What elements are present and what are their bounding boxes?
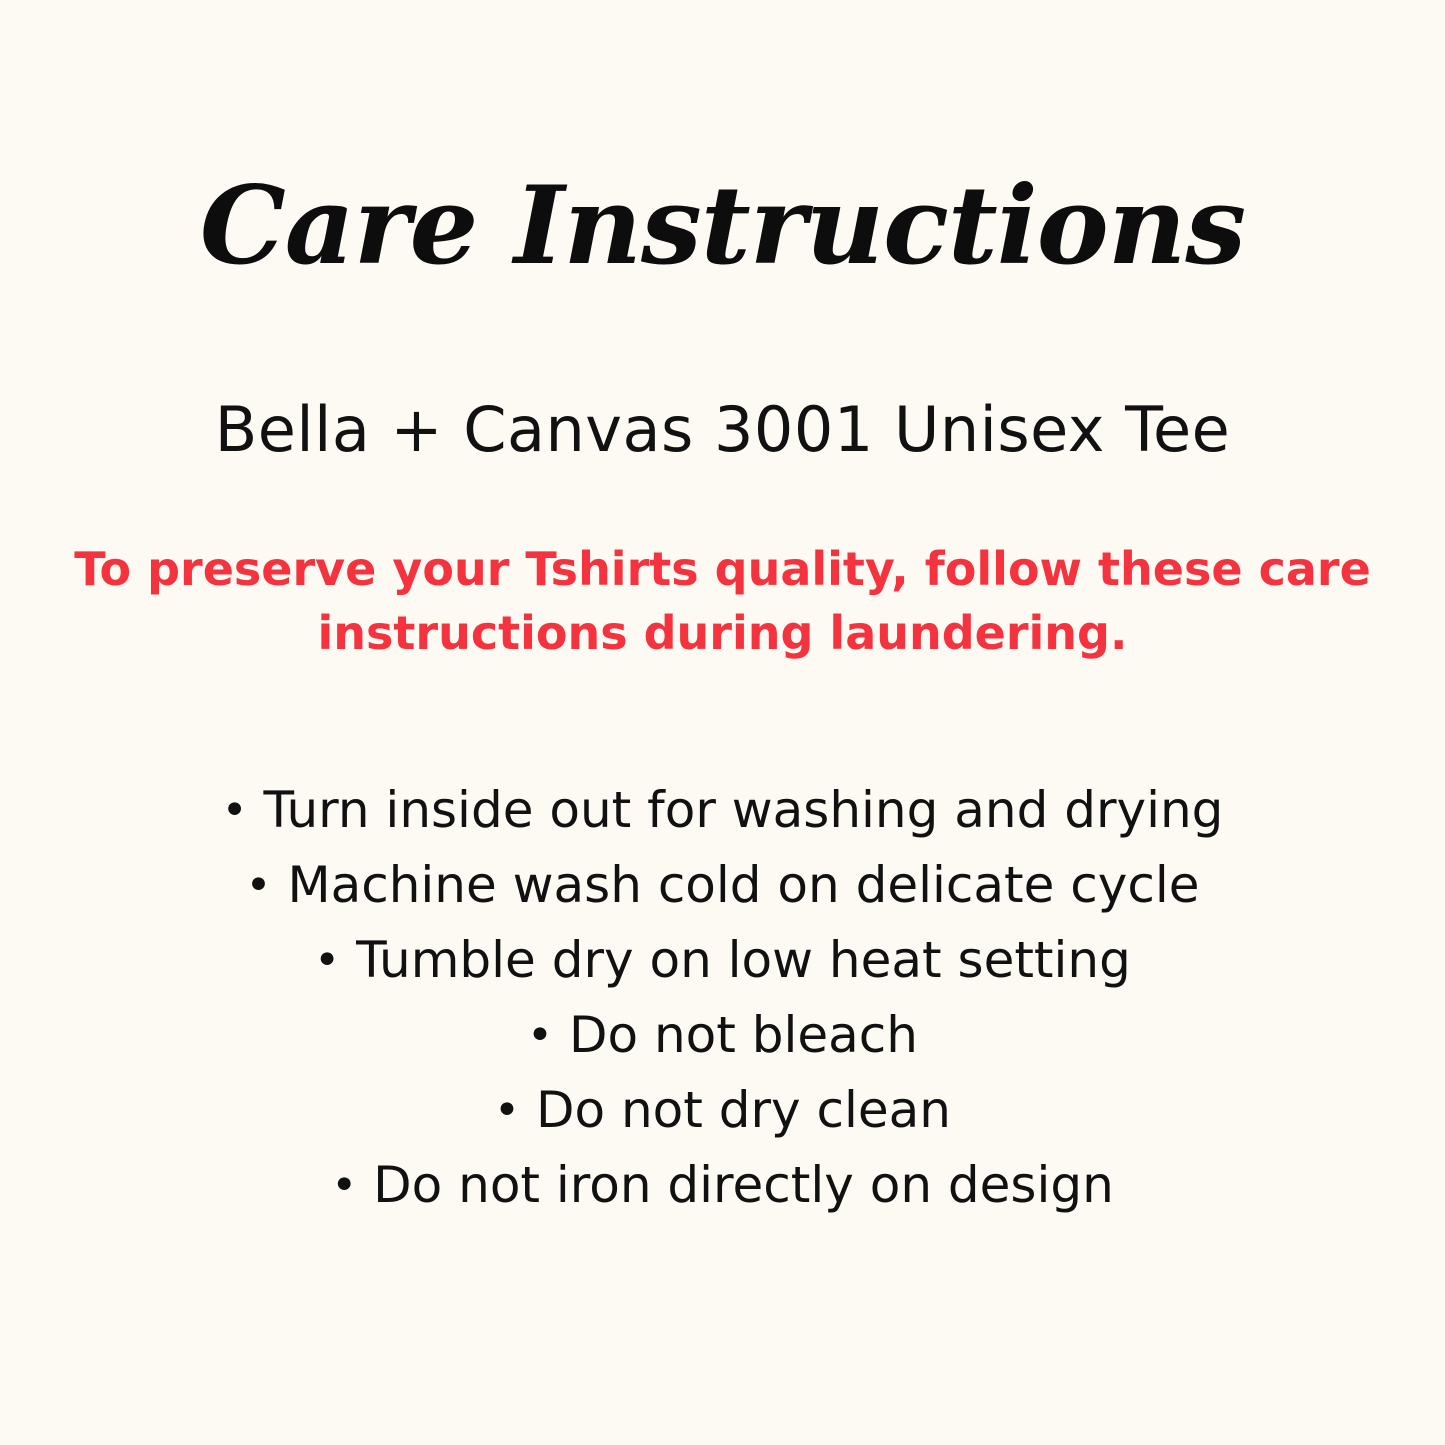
bullet-icon: •: [494, 1085, 520, 1137]
list-item: [193, 1148, 1253, 1223]
list-item-label: Turn inside out for washing and drying: [263, 781, 1224, 840]
list-item-label: Do not bleach: [568, 1006, 918, 1065]
product-name: Bella + Canvas 3001 Unisex Tee: [214, 393, 1231, 467]
care-list: [193, 773, 1253, 1223]
list-item: [193, 848, 1253, 923]
list-item-label: Machine wash cold on delicate cycle: [287, 856, 1200, 915]
list-item-label: Do not dry clean: [535, 1081, 951, 1140]
list-item: [193, 773, 1253, 848]
callout-text: To preserve your Tshirts quality, follow these care instructions during laundering.: [74, 542, 1371, 660]
bullet-icon: •: [245, 860, 272, 912]
bullet-icon: •: [527, 1010, 553, 1062]
bullet-icon: •: [314, 935, 341, 987]
list-item-label: Do not iron directly on design: [373, 1156, 1114, 1215]
bullet-icon: •: [221, 785, 248, 837]
bullet-icon: •: [331, 1160, 358, 1212]
list-item: [193, 1073, 1253, 1148]
care-list-container: [0, 665, 1445, 1223]
list-item-label: Tumble dry on low heat setting: [356, 931, 1131, 990]
list-item: [193, 998, 1253, 1073]
page-title: Care Instructions: [199, 163, 1246, 289]
list-item: [193, 923, 1253, 998]
